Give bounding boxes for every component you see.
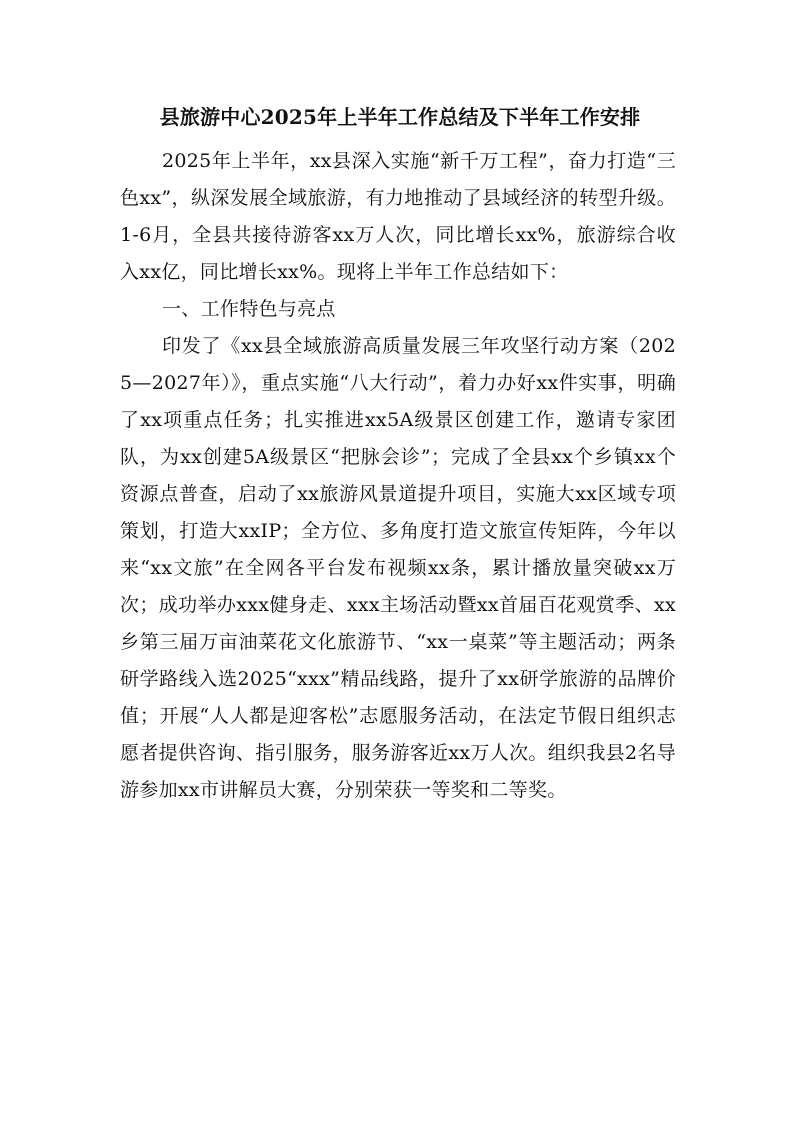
document-title: 县旅游中心2025年上半年工作总结及下半年工作安排 (159, 105, 641, 129)
section-heading: 一、工作特色与亮点 (162, 298, 336, 320)
document-body (120, 143, 676, 809)
intro-paragraph: 2025年上半年，xx县深入实施“新千万工程”，奋力打造“三色xx”，纵深发展全域旅游，有力地推动了县域经济的转型升级。1-6月，全县共接待游客xx万人次，同比增长xx%，旅游综合收入xx亿，同比增长xx%。现将上半年工作总结如下： (120, 150, 676, 283)
section-paragraph: 印发了《xx县全域旅游高质量发展三年攻坚行动方案（2025—2027年）》，重点实施“八大行动”，着力办好xx件实事，明确了xx项重点任务；扎实推进xx5A级景区创建工作，邀请专家团队，为xx创建5A级景区“把脉会诊”；完成了全县xx个乡镇xx个资源点普查，启动了xx旅游风景道提升项目，实施大xx区域专项策划，打造大xxIP；全方位、多角度打造文旅宣传矩阵，今年以来“xx文旅”在全网各平台发布视频xx条，累计播放量突破xx万次；成功举办xxx健身走、xxx主场活动暨xx首届百花观赏季、xx乡第三届万亩油菜花文化旅游节、“xx一桌菜”等主题活动；两条研学路线入选2025“xxx”精品线路，提升了xx研学旅游的品牌价值；开展“人人都是迎客松”志愿服务活动，在法定节假日组织志愿者提供咨询、指引服务，服务游客近xx万人次。组织我县2名导游参加xx市讲解员大赛，分别荣获一等奖和二等奖。 (120, 335, 676, 801)
